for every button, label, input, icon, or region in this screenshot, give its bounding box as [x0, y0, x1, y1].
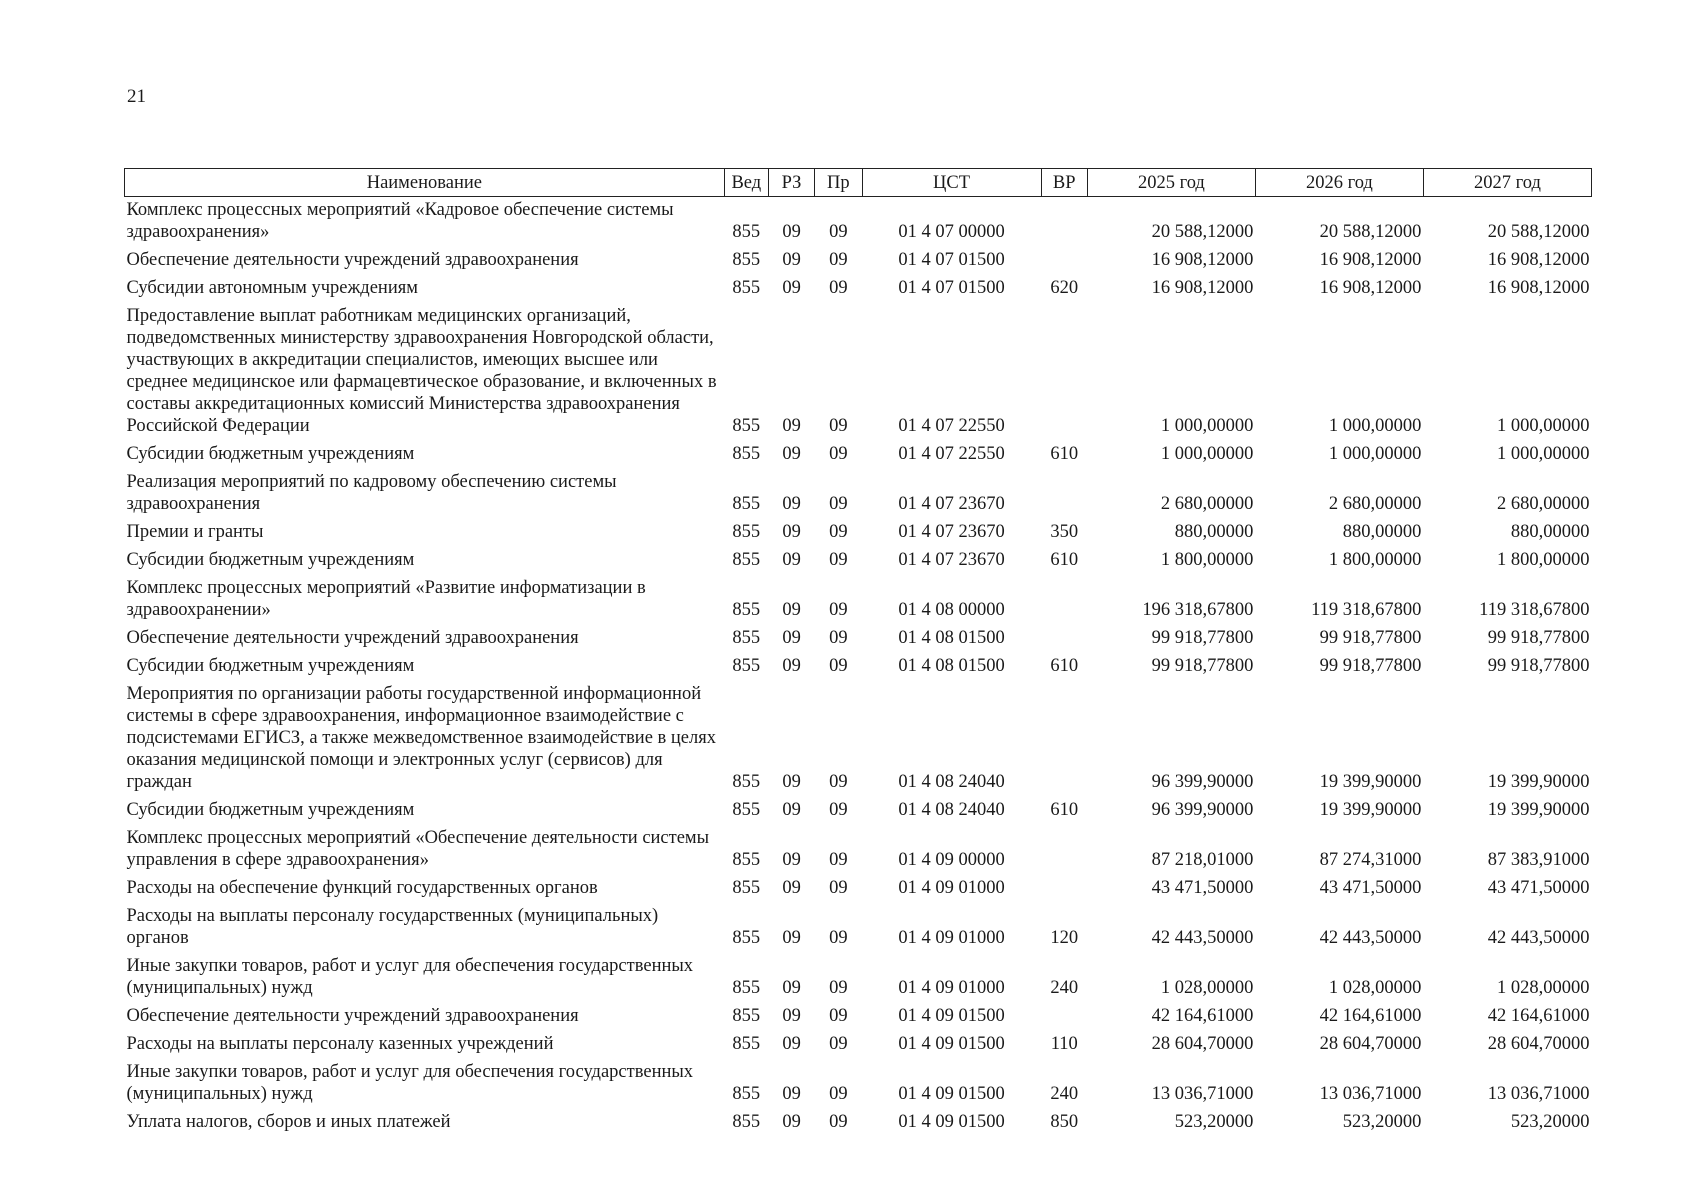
cell-cst: 01 4 08 01500 — [898, 628, 1005, 648]
cell-2026: 19 399,90000 — [1319, 800, 1422, 820]
cell-2025: 1 000,00000 — [1160, 416, 1254, 436]
cell-2025: 16 908,12000 — [1151, 250, 1254, 270]
cell-pr: 09 — [829, 278, 848, 298]
cell-ved: 855 — [732, 878, 761, 898]
cell-vr: 610 — [1050, 550, 1079, 570]
cell-ved: 855 — [732, 1034, 761, 1054]
table-header-row — [125, 169, 1592, 197]
cell-2025: 42 164,61000 — [1151, 1006, 1254, 1026]
cell-2027: 2 680,00000 — [1497, 494, 1590, 514]
cell-cst: 01 4 09 01500 — [898, 1112, 1005, 1132]
cell-2027: 1 800,00000 — [1497, 550, 1590, 570]
cell-cst: 01 4 09 01000 — [898, 928, 1005, 948]
cell-2025: 99 918,77800 — [1151, 628, 1254, 648]
cell-name: Субсидии бюджетным учреждениям — [126, 550, 415, 570]
cell-name: Комплекс процессных мероприятий «Обеспечение деятельности системы управления в сфере здравоохранения» — [126, 828, 710, 870]
cell-2026: 119 318,67800 — [1311, 600, 1422, 620]
cell-name: Уплата налогов, сборов и иных платежей — [126, 1112, 451, 1132]
table-row — [125, 303, 1592, 441]
cell-rz: 09 — [782, 1112, 801, 1132]
cell-vr: 350 — [1050, 522, 1079, 542]
cell-2027: 1 028,00000 — [1497, 978, 1590, 998]
header-name: Наименование — [125, 169, 725, 197]
cell-2027: 1 000,00000 — [1497, 444, 1590, 464]
cell-cst: 01 4 07 23670 — [898, 494, 1005, 514]
cell-rz: 09 — [782, 222, 801, 242]
table-row — [125, 197, 1592, 248]
header-2025: 2025 год — [1087, 169, 1255, 197]
cell-vr — [1041, 303, 1087, 441]
cell-2025: 1 028,00000 — [1160, 978, 1254, 998]
cell-pr: 09 — [829, 1034, 848, 1054]
table-row — [125, 247, 1592, 275]
cell-2027: 16 908,12000 — [1487, 250, 1590, 270]
cell-ved: 855 — [732, 656, 761, 676]
cell-pr: 09 — [829, 1084, 848, 1104]
cell-pr: 09 — [829, 850, 848, 870]
cell-name: Расходы на обеспечение функций государственных органов — [126, 878, 598, 898]
cell-name: Предоставление выплат работникам медицинских организаций, подведомственных министерству здравоохранения Новгородской области, участвующих в аккредитации специалистов, имеющих высшее или среднее медицинское или фармацевтическое образование, и включенных в составы аккредитационных комиссий Министерства здравоохранения Российской Федерации — [126, 306, 717, 436]
table-row — [125, 1003, 1592, 1031]
cell-pr: 09 — [829, 1112, 848, 1132]
cell-pr: 09 — [829, 800, 848, 820]
cell-pr: 09 — [829, 772, 848, 792]
cell-ved: 855 — [732, 278, 761, 298]
header-rz: РЗ — [768, 169, 814, 197]
cell-ved: 855 — [732, 444, 761, 464]
cell-2026: 16 908,12000 — [1319, 250, 1422, 270]
cell-2026: 2 680,00000 — [1328, 494, 1422, 514]
table-row — [125, 1109, 1592, 1137]
cell-rz: 09 — [782, 928, 801, 948]
cell-2025: 43 471,50000 — [1151, 878, 1254, 898]
cell-cst: 01 4 07 01500 — [898, 250, 1005, 270]
cell-cst: 01 4 07 22550 — [898, 444, 1005, 464]
cell-pr: 09 — [829, 656, 848, 676]
cell-rz: 09 — [782, 1084, 801, 1104]
cell-2027: 1 000,00000 — [1497, 416, 1590, 436]
header-2026: 2026 год — [1255, 169, 1423, 197]
cell-2026: 19 399,90000 — [1319, 772, 1422, 792]
cell-ved: 855 — [732, 1112, 761, 1132]
cell-2027: 880,00000 — [1510, 522, 1590, 542]
cell-rz: 09 — [782, 250, 801, 270]
cell-vr — [1041, 625, 1087, 653]
cell-vr — [1041, 197, 1087, 248]
table-row — [125, 797, 1592, 825]
cell-vr — [1041, 825, 1087, 875]
cell-name: Субсидии бюджетным учреждениям — [126, 444, 415, 464]
cell-2027: 43 471,50000 — [1487, 878, 1590, 898]
cell-name: Иные закупки товаров, работ и услуг для обеспечения государственных (муниципальных) нужд — [126, 1062, 694, 1104]
cell-rz: 09 — [782, 800, 801, 820]
cell-pr: 09 — [829, 628, 848, 648]
cell-ved: 855 — [732, 522, 761, 542]
cell-cst: 01 4 09 01000 — [898, 878, 1005, 898]
cell-2026: 42 164,61000 — [1319, 1006, 1422, 1026]
cell-rz: 09 — [782, 878, 801, 898]
cell-2026: 1 000,00000 — [1328, 444, 1422, 464]
cell-2026: 1 028,00000 — [1328, 978, 1422, 998]
cell-ved: 855 — [732, 250, 761, 270]
cell-2025: 99 918,77800 — [1151, 656, 1254, 676]
cell-2027: 19 399,90000 — [1487, 800, 1590, 820]
table-row — [125, 275, 1592, 303]
cell-vr: 850 — [1050, 1112, 1079, 1132]
cell-pr: 09 — [829, 1006, 848, 1026]
cell-name: Премии и гранты — [126, 522, 264, 542]
cell-2027: 16 908,12000 — [1487, 278, 1590, 298]
cell-2025: 1 000,00000 — [1160, 444, 1254, 464]
cell-2027: 42 443,50000 — [1487, 928, 1590, 948]
cell-rz: 09 — [782, 278, 801, 298]
cell-pr: 09 — [829, 494, 848, 514]
cell-rz: 09 — [782, 850, 801, 870]
table-row — [125, 469, 1592, 519]
cell-cst: 01 4 07 22550 — [898, 416, 1005, 436]
cell-2025: 20 588,12000 — [1151, 222, 1254, 242]
table-row — [125, 441, 1592, 469]
cell-ved: 855 — [732, 1084, 761, 1104]
cell-cst: 01 4 09 00000 — [898, 850, 1005, 870]
cell-cst: 01 4 09 01000 — [898, 978, 1005, 998]
table-row — [125, 875, 1592, 903]
cell-rz: 09 — [782, 656, 801, 676]
cell-ved: 855 — [732, 800, 761, 820]
cell-2025: 42 443,50000 — [1151, 928, 1254, 948]
table-row — [125, 519, 1592, 547]
cell-rz: 09 — [782, 1034, 801, 1054]
cell-2027: 99 918,77800 — [1487, 628, 1590, 648]
cell-pr: 09 — [829, 550, 848, 570]
cell-name: Субсидии автономным учреждениям — [126, 278, 418, 298]
cell-2026: 28 604,70000 — [1319, 1034, 1422, 1054]
table-row — [125, 825, 1592, 875]
cell-2027: 13 036,71000 — [1487, 1084, 1590, 1104]
cell-rz: 09 — [782, 628, 801, 648]
table-row — [125, 625, 1592, 653]
cell-rz: 09 — [782, 444, 801, 464]
cell-cst: 01 4 09 01500 — [898, 1034, 1005, 1054]
cell-2025: 13 036,71000 — [1151, 1084, 1254, 1104]
cell-ved: 855 — [732, 928, 761, 948]
cell-2027: 19 399,90000 — [1487, 772, 1590, 792]
cell-name: Обеспечение деятельности учреждений здравоохранения — [126, 1006, 579, 1026]
cell-2027: 523,20000 — [1510, 1112, 1590, 1132]
cell-2026: 523,20000 — [1342, 1112, 1422, 1132]
cell-2026: 42 443,50000 — [1319, 928, 1422, 948]
cell-cst: 01 4 08 01500 — [898, 656, 1005, 676]
cell-2026: 13 036,71000 — [1319, 1084, 1422, 1104]
cell-rz: 09 — [782, 978, 801, 998]
cell-2026: 1 000,00000 — [1328, 416, 1422, 436]
cell-2026: 1 800,00000 — [1328, 550, 1422, 570]
header-vr: ВР — [1041, 169, 1087, 197]
cell-cst: 01 4 09 01500 — [898, 1006, 1005, 1026]
cell-pr: 09 — [829, 928, 848, 948]
cell-name: Обеспечение деятельности учреждений здравоохранения — [126, 628, 579, 648]
header-2027: 2027 год — [1423, 169, 1591, 197]
cell-2026: 880,00000 — [1342, 522, 1422, 542]
table-row — [125, 575, 1592, 625]
cell-vr — [1041, 575, 1087, 625]
table-row — [125, 547, 1592, 575]
cell-rz: 09 — [782, 772, 801, 792]
cell-name: Иные закупки товаров, работ и услуг для обеспечения государственных (муниципальных) нужд — [126, 956, 694, 998]
cell-rz: 09 — [782, 600, 801, 620]
cell-cst: 01 4 07 01500 — [898, 278, 1005, 298]
cell-2026: 20 588,12000 — [1319, 222, 1422, 242]
cell-2026: 87 274,31000 — [1319, 850, 1422, 870]
cell-ved: 855 — [732, 772, 761, 792]
cell-2025: 880,00000 — [1174, 522, 1254, 542]
cell-pr: 09 — [829, 978, 848, 998]
cell-2026: 16 908,12000 — [1319, 278, 1422, 298]
cell-vr — [1041, 247, 1087, 275]
cell-name: Расходы на выплаты персоналу государственных (муниципальных) органов — [126, 906, 659, 948]
header-pr: Пр — [815, 169, 862, 197]
cell-vr — [1041, 681, 1087, 797]
table-row — [125, 653, 1592, 681]
cell-ved: 855 — [732, 416, 761, 436]
cell-name: Комплекс процессных мероприятий «Кадровое обеспечение системы здравоохранения» — [126, 200, 674, 242]
cell-vr — [1041, 469, 1087, 519]
cell-cst: 01 4 09 01500 — [898, 1084, 1005, 1104]
cell-pr: 09 — [829, 250, 848, 270]
cell-2025: 1 800,00000 — [1160, 550, 1254, 570]
table-row — [125, 1059, 1592, 1109]
header-ved: Вед — [724, 169, 768, 197]
cell-2026: 99 918,77800 — [1319, 628, 1422, 648]
cell-name: Обеспечение деятельности учреждений здравоохранения — [126, 250, 579, 270]
cell-vr: 110 — [1050, 1034, 1078, 1054]
cell-pr: 09 — [829, 522, 848, 542]
cell-pr: 09 — [829, 878, 848, 898]
cell-ved: 855 — [732, 1006, 761, 1026]
table-row — [125, 903, 1592, 953]
cell-2025: 2 680,00000 — [1160, 494, 1254, 514]
cell-2027: 119 318,67800 — [1479, 600, 1590, 620]
cell-2027: 20 588,12000 — [1487, 222, 1590, 242]
cell-name: Расходы на выплаты персоналу казенных учреждений — [126, 1034, 554, 1054]
cell-vr: 610 — [1050, 656, 1079, 676]
cell-rz: 09 — [782, 416, 801, 436]
cell-rz: 09 — [782, 550, 801, 570]
cell-name: Комплекс процессных мероприятий «Развитие информатизации в здравоохранении» — [126, 578, 646, 620]
cell-vr: 240 — [1050, 1084, 1079, 1104]
cell-cst: 01 4 08 24040 — [898, 772, 1005, 792]
cell-vr: 120 — [1050, 928, 1079, 948]
cell-rz: 09 — [782, 494, 801, 514]
table-row — [125, 1031, 1592, 1059]
cell-ved: 855 — [732, 494, 761, 514]
cell-2026: 43 471,50000 — [1319, 878, 1422, 898]
cell-2027: 28 604,70000 — [1487, 1034, 1590, 1054]
cell-ved: 855 — [732, 978, 761, 998]
cell-2026: 99 918,77800 — [1319, 656, 1422, 676]
cell-ved: 855 — [732, 850, 761, 870]
cell-pr: 09 — [829, 416, 848, 436]
cell-pr: 09 — [829, 444, 848, 464]
cell-rz: 09 — [782, 522, 801, 542]
cell-vr: 610 — [1050, 800, 1079, 820]
cell-ved: 855 — [732, 550, 761, 570]
header-cst: ЦСТ — [862, 169, 1041, 197]
cell-2025: 523,20000 — [1174, 1112, 1254, 1132]
cell-2027: 42 164,61000 — [1487, 1006, 1590, 1026]
cell-vr: 610 — [1050, 444, 1079, 464]
table-body — [125, 197, 1592, 1138]
cell-2027: 87 383,91000 — [1487, 850, 1590, 870]
cell-2025: 87 218,01000 — [1151, 850, 1254, 870]
cell-cst: 01 4 07 23670 — [898, 522, 1005, 542]
cell-pr: 09 — [829, 222, 848, 242]
budget-table — [124, 168, 1592, 1137]
cell-ved: 855 — [732, 222, 761, 242]
cell-2025: 16 908,12000 — [1151, 278, 1254, 298]
page-number: 21 — [127, 86, 146, 107]
cell-vr — [1041, 1003, 1087, 1031]
cell-2027: 99 918,77800 — [1487, 656, 1590, 676]
cell-name: Реализация мероприятий по кадровому обеспечению системы здравоохранения — [126, 472, 617, 514]
cell-vr — [1041, 875, 1087, 903]
cell-rz: 09 — [782, 1006, 801, 1026]
table-row — [125, 953, 1592, 1003]
cell-name: Мероприятия по организации работы государственной информационной системы в сфере здравоохранения, информационное взаимодействие с подсистемами ЕГИСЗ, а также межведомственное взаимодействие в целях оказания медицинской помощи и электронных услуг (сервисов) для граждан — [126, 684, 716, 792]
cell-name: Субсидии бюджетным учреждениям — [126, 656, 415, 676]
cell-2025: 196 318,67800 — [1142, 600, 1254, 620]
cell-vr: 620 — [1050, 278, 1079, 298]
cell-pr: 09 — [829, 600, 848, 620]
cell-cst: 01 4 07 23670 — [898, 550, 1005, 570]
cell-2025: 96 399,90000 — [1151, 772, 1254, 792]
cell-cst: 01 4 08 00000 — [898, 600, 1005, 620]
cell-ved: 855 — [732, 628, 761, 648]
cell-cst: 01 4 07 00000 — [898, 222, 1005, 242]
cell-2025: 28 604,70000 — [1151, 1034, 1254, 1054]
table-row — [125, 681, 1592, 797]
cell-cst: 01 4 08 24040 — [898, 800, 1005, 820]
cell-2025: 96 399,90000 — [1151, 800, 1254, 820]
cell-vr: 240 — [1050, 978, 1079, 998]
cell-name: Субсидии бюджетным учреждениям — [126, 800, 415, 820]
cell-ved: 855 — [732, 600, 761, 620]
